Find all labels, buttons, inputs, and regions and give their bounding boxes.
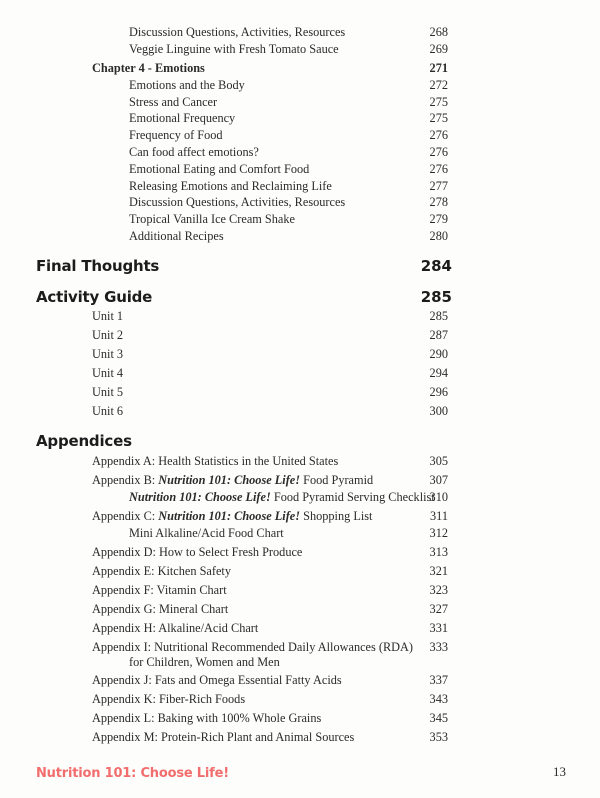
footer-page-number: 13 [553,764,566,779]
toc-page-number: 268 [429,25,448,39]
toc-page-number: 294 [429,366,448,380]
section-heading-appendices: Appendices [36,432,132,450]
toc-page-number: 290 [429,347,448,361]
toc-page-number: 280 [429,229,448,243]
section-page-number: 284 [420,257,452,275]
toc-page-number: 285 [429,309,448,323]
chapter-page-number: 271 [429,61,448,75]
toc-page-number: 323 [429,583,448,597]
toc-page-number: 275 [429,95,448,109]
toc-page-number: 296 [429,385,448,399]
toc-page-number: 307 [429,473,448,487]
toc-page-number: 313 [429,545,448,559]
toc-page-number: 311 [430,509,448,523]
toc-page-number: 276 [429,162,448,176]
toc-page-number: 278 [429,195,448,209]
toc-page-number: 269 [429,42,448,56]
section-page-number: 285 [420,288,452,306]
section-heading-activity-guide: Activity Guide [36,288,153,306]
footer-book-title: Nutrition 101: Choose Life! [36,766,229,781]
section-heading-final-thoughts: Final Thoughts [36,257,160,275]
toc-page-number: 310 [429,490,448,504]
toc-page-number: 272 [429,78,448,92]
toc-page-number: 279 [429,212,448,226]
toc-page-number: 312 [429,526,448,540]
toc-page-number: 333 [429,640,448,654]
toc-page-number: 287 [429,328,448,342]
toc-page-number: 276 [429,128,448,142]
toc-page-number: 305 [429,454,448,468]
toc-page-number: 337 [429,673,448,687]
toc-page-number: 275 [429,111,448,125]
toc-page-number: 345 [429,711,448,725]
toc-page-number: 327 [429,602,448,616]
toc-page-number: 343 [429,692,448,706]
toc-page: Discussion Questions, Activities, Resources 268 Veggie Linguine with Fresh Tomato Sauce 269 Chapter 4 - Emotions 271 Emotions and the Body 272 Stress and Cancer 275 Emotional Frequency 275 Frequency of Food 276 Can food affect emotions? 276 Emotional Eating and Comfort Food 276 Releasing Emotions and Reclaiming Life 277 Discussion Questions, Activities, Resources 278 Tropical Vanilla Ice Cream Shake 279 Additional Recipes 280 Final Thoughts 284 Activity Guide 285 Unit 1 285 Unit 2 287 Unit 3 290 Unit 4 294 Unit 5 296 Unit 6 300 Appendices Appendix A: Health Statistics in the United States 305 Appendix B: Nutrition 101: Choose Life! Food Pyramid 307 Nutrition 101: Choose Life! Food Pyramid Serving Checklist 310 Appendix C: Nutrition 101: Choose Life! Shopping List 311 Mini Alkaline/Acid Food Chart 312 Appendix D: How to Select Fresh Produce 313 Appendix E: Kitchen Safety 321 Appendix F: Vitamin Chart 323 Appendix G: Mineral Chart 327 Appendix H: Alkaline/Acid Chart 331 Appendix I: Nutritional Recommended Daily Allowances (RDA) 333 for Children, Women and Men Appendix J: Fats and Omega Essential Fatty Acids 337 Appendix K: Fiber-Rich Foods 343 Appendix L: Baking with 100% Whole Grains 345 Appendix M: Protein-Rich Plant and Animal Sources 353 Nutrition 101: Choose Life! 13 [0,0,600,798]
toc-page-number: 300 [429,404,448,418]
toc-page-number: 331 [429,621,448,635]
toc-page-number: 353 [429,730,448,744]
toc-page-number: 321 [429,564,448,578]
toc-page-number: 276 [429,145,448,159]
toc-page-number: 277 [429,179,448,193]
